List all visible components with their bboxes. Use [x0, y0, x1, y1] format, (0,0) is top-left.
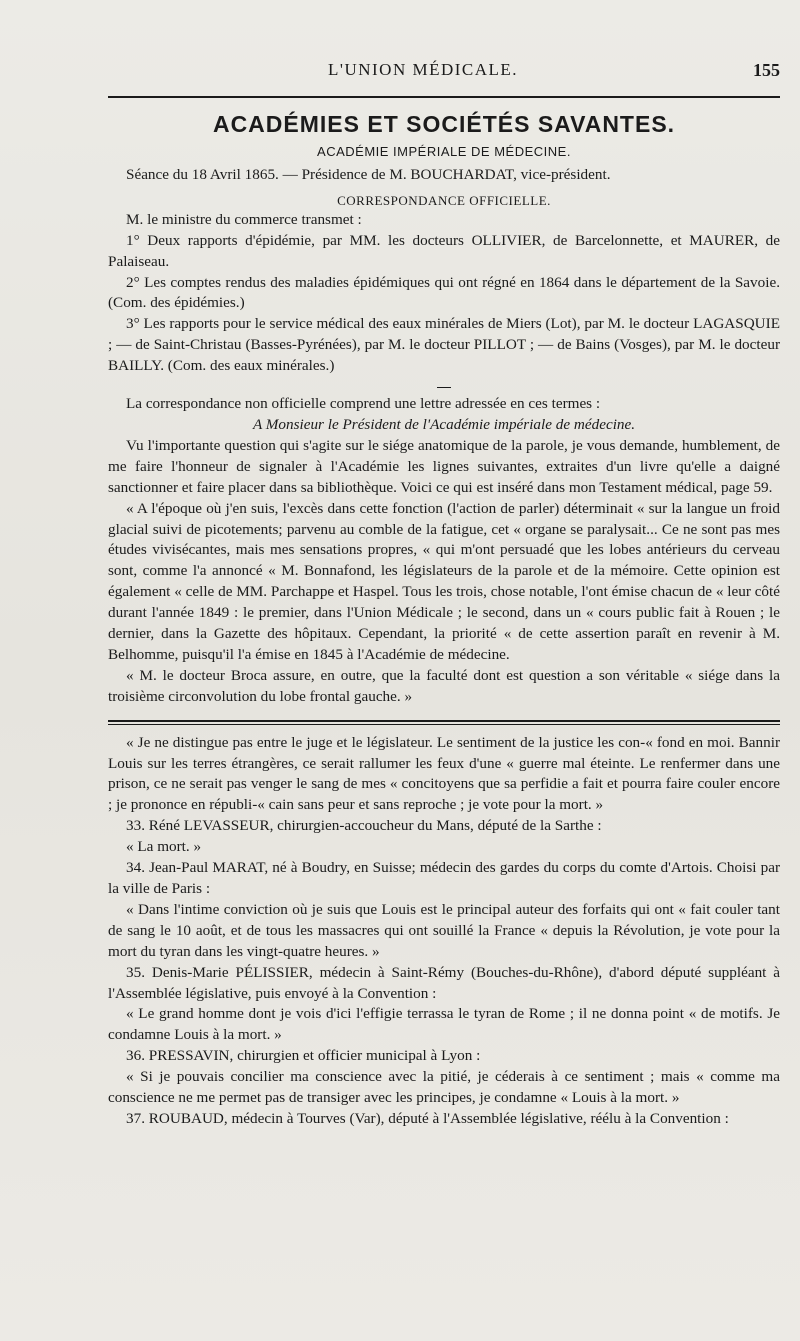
letter-intro: La correspondance non officielle comprend une lettre adressée en ces termes : [126, 395, 601, 413]
correspondence-item-1: 1° Deux rapports d'épidémie, par MM. les docteurs OLLIVIER, de Barcelonnette, et MAURER, de Palaiseau. [108, 231, 780, 270]
vote-37: 37. ROUBAUD, médecin à Tourves (Var), député à l'Assemblée législative, réélu à la Convention : [126, 1109, 729, 1127]
vote-33: 33. Réné LEVASSEUR, chirurgien-accoucheur du Mans, député de la Sarthe : [126, 817, 602, 835]
official-heading: CORRESPONDANCE OFFICIELLE. [337, 192, 551, 208]
vote-36: 36. PRESSAVIN, chirurgien et officier municipal à Lyon : [126, 1047, 481, 1065]
vote-35: 35. Denis-Marie PÉLISSIER, médecin à Saint-Rémy (Bouches-du-Rhône), d'abord député suppléant à l'Assemblée législative, puis envoyé à la Convention : [108, 963, 780, 1002]
vote-33-quote: « La mort. » [126, 838, 202, 856]
vote-34-quote: « Dans l'intime conviction où je suis que Louis est le principal auteur des forfaits qui ont « fait couler tant de sang le 10 août, et de tous les massacres qui ont souillé la France « depuis la Révolution, je vote pour la mort du tyran dans les vingt-quatre heures. » [108, 900, 780, 960]
vote-34: 34. Jean-Paul MARAT, né à Boudry, en Suisse; médecin des gardes du corps du comte d'Artois. Choisi par la ville de Paris : [108, 859, 780, 897]
vote-quote: « Je ne distingue pas entre le juge et le législateur. Le sentiment de la justice les con-« fond en moi. Bannir Louis sur les terres étrangères, ce serait rallumer les feux d'une « guerre mal éteinte. Le renfermer dans une prison, ce ne serait pas venger le sang de mes « concitoyens que sa perfidie a fait et pourra faire couler encore ; je prononce en républi-« cain sans peur et sans reproche ; je vote pour la mort. » [108, 733, 780, 814]
page-number: 155 [753, 60, 780, 80]
letter-quote-1: « A l'époque où j'en suis, l'excès dans cette fonction (l'action de parler) déterminait « sur la langue un froid glacial suivi de picotements; parvenu au comble de la fatigue, cet « organe se paralysait... Ce ne sont pas mes études vivisécantes, mais mes sensations propres, « qui m'ont persuadé que les lobes antérieurs du cerveau sont, comme l'a annoncé « M. Bonnafond, les législateurs de la parole et de la mémoire. Cette opinion est également « celle de MM. Parchappe et Haspel. Tous les trois, chose notable, l'ont émise chacun de « leur côté durant l'année 1849 : le premier, dans l'Union Médicale ; le second, dans un « cours public fait à Rouen ; le dernier, dans la Gazette des hôpitaux. Cependant, la priorité « de cette assertion paraît en revenir à M. Belhomme, puisqu'il l'a émise en 1845 à l'Académie de médecine. [108, 499, 780, 663]
page-header [108, 60, 780, 86]
letter-quote-2: « M. le docteur Broca assure, en outre, que la faculté dont est question a son véritable « siége dans la troisième circonvolution du lobe frontal gauche. » [108, 666, 780, 705]
running-title: L'UNION MÉDICALE. [328, 60, 519, 79]
correspondence-intro: M. le ministre du commerce transmet : [126, 210, 362, 228]
vote-36-quote: « Si je pouvais concilier ma conscience avec la pitié, je céderais à ce sentiment ; mais « comme ma conscience ne me permet pas de transiger avec les principes, je condamne « Louis à la mort. » [108, 1068, 780, 1107]
letter-paragraph: Vu l'importante question qui s'agite sur le siége anatomique de la parole, je vous demande, humblement, de me faire l'honneur de signaler à l'Académie les lignes suivantes, extraites d'un livre qu'elle a daigné sanctionner et faire placer dans sa bibliothèque. Voici ce qui est inséré dans mon Testament médical, page 59. [108, 436, 780, 496]
academy-title: ACADÉMIE IMPÉRIALE DE MÉDECINE. [317, 144, 571, 159]
correspondence-item-2: 2° Les comptes rendus des maladies épidémiques qui ont régné en 1864 dans le département de la Savoie. (Com. des épidémies.) [108, 273, 780, 312]
header-rule [108, 96, 780, 98]
section-title: ACADÉMIES ET SOCIÉTÉS SAVANTES. [212, 111, 676, 137]
session-line: Séance du 18 Avril 1865. — Présidence de M. BOUCHARDAT, vice-président. [126, 165, 611, 183]
feuilleton-rule [108, 720, 780, 725]
article-body [108, 104, 780, 1130]
vote-35-quote: « Le grand homme dont je vois d'ici l'effigie terrassa le tyran de Rome ; il ne donna point « de motifs. Je condamne Louis à la mort. » [108, 1005, 780, 1044]
section-divider [437, 387, 451, 388]
letter-salutation: A Monsieur le Président de l'Académie impériale de médecine. [252, 415, 636, 433]
correspondence-item-3: 3° Les rapports pour le service médical des eaux minérales de Miers (Lot), par M. le docteur LAGASQUIE ; — de Saint-Christau (Basses-Pyrénées), par M. le docteur PILLOT ; — de Bains (Vosges), par M. le docteur BAILLY. (Com. des eaux minérales.) [108, 315, 780, 375]
